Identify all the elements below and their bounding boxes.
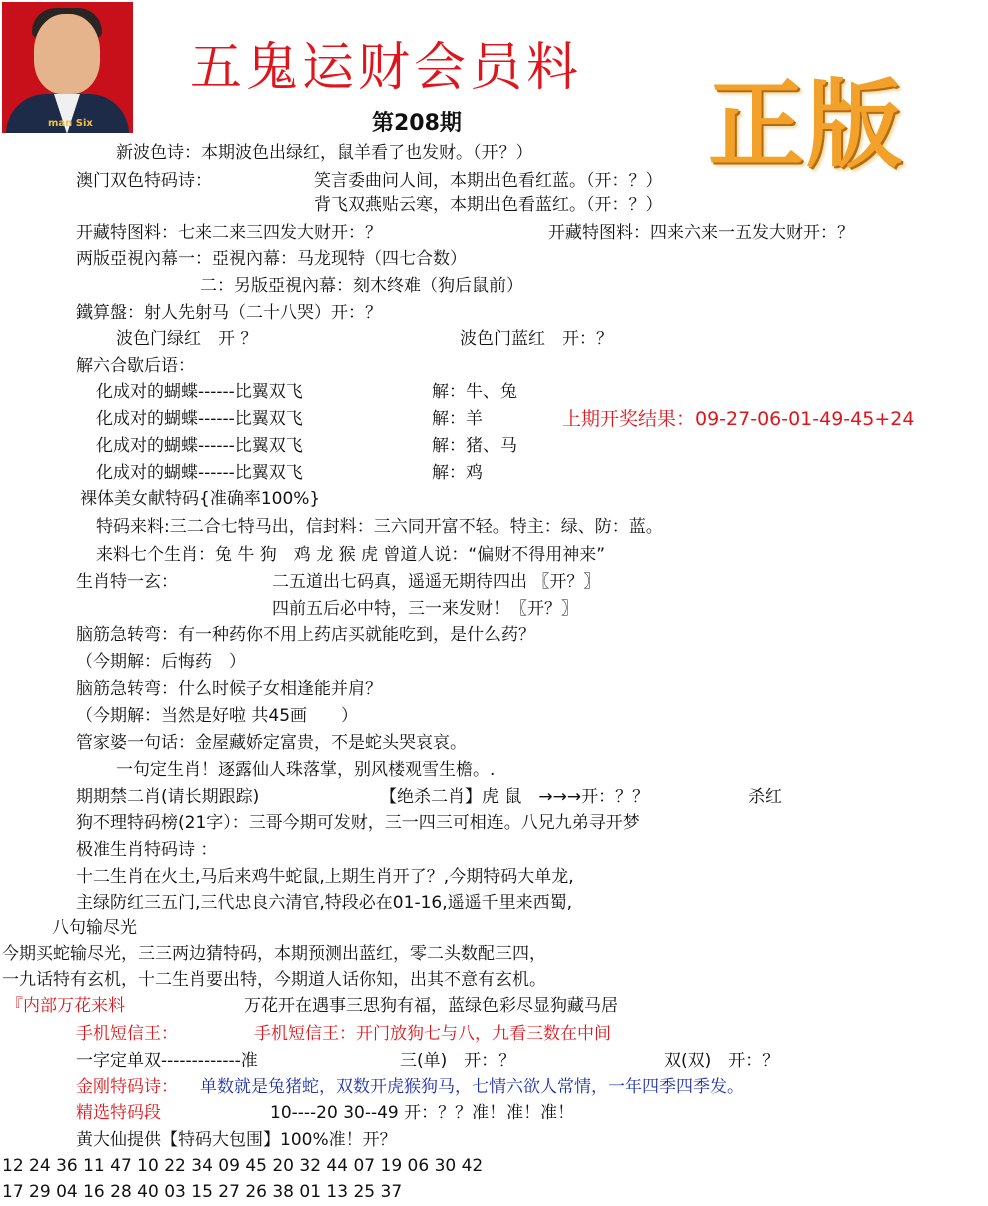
riddle-answer: 解：鸡 <box>432 463 483 483</box>
selected-range-text: 10----20 30--49 开：？？准！准！准！ <box>270 1103 575 1123</box>
kill-red: 杀红 <box>748 787 782 807</box>
riddle-answer: 解：猪、马 <box>432 436 517 456</box>
macau-poem-line2: 背飞双燕贴云寒，本期出色看蓝红。（开：？） <box>314 195 663 215</box>
page-title: 五鬼运财会员料 <box>190 38 583 98</box>
housekeeper-saying: 管家婆一句话：金屋藏娇定富贵，不是蛇头哭哀哀。 <box>76 733 467 753</box>
banned-zodiacs-label: 期期禁二肖(请长期跟踪) <box>76 787 260 807</box>
wave-blue-red: 波色门蓝红 开：？ <box>460 329 613 349</box>
riddle-question: 化成对的蝴蝶------比翼双飞 <box>96 436 303 456</box>
diamond-poem-label: 金刚特码诗： <box>76 1077 178 1097</box>
internal-flower-text: 万花开在遇事三思狗有福，蓝绿色彩尽显狗藏马居 <box>244 996 618 1016</box>
riddle-heading: 解六合歇后语： <box>76 356 195 376</box>
numbers-row-one: 12 24 36 11 47 10 22 34 09 45 20 32 44 07 19 06 30 42 <box>2 1156 484 1176</box>
goubuli-code-list: 狗不理特码榜(21字）：三哥今期可发财，三一四三可相连。八兄九弟寻开梦 <box>76 813 640 833</box>
iron-abacus: 鐵算盤：射人先射马（二十八哭）开：？ <box>76 303 382 323</box>
zodiac-mystery-line1: 二五道出七码真，遥遥无期待四出 〖开？〗 <box>272 572 601 592</box>
selected-range-label: 精选特码段 <box>76 1103 161 1123</box>
zodiac-mystery-line2: 四前五后必中特，三一来发财！〖开？〗 <box>272 599 578 619</box>
diamond-poem-text: 单数就是兔猪蛇，双数开虎猴狗马，七情六欲人常情，一年四季四季发。 <box>200 1077 744 1097</box>
atv-insider-one: 两版亞視內幕一：亞視內幕：马龙现特（四七合数） <box>76 249 467 269</box>
portrait-face <box>34 14 100 94</box>
numbers-row-two: 17 29 04 16 28 40 03 15 27 26 38 01 13 25 37 <box>2 1182 403 1202</box>
authentic-stamp: 正版 <box>708 69 904 181</box>
riddle-question: 化成对的蝴蝶------比翼双飞 <box>96 463 303 483</box>
wave-color-poem: 新波色诗：本期波色出绿红，鼠羊看了也发财。（开？） <box>116 143 533 163</box>
special-code-source: 特码来料:三二合七特马出，信封料：三六同开富不轻。特主：绿、防：蓝。 <box>96 517 663 537</box>
odd-option: 三(单) 开：？ <box>400 1051 516 1071</box>
issue-number: 第208期 <box>372 111 462 136</box>
odd-even-label: 一字定单双-------------准 <box>76 1051 258 1071</box>
brain-teaser-one: 脑筋急转弯：有一种药你不用上药店买就能吃到，是什么药？ <box>76 625 535 645</box>
riddle-answer: 解：牛、兔 <box>432 382 517 402</box>
brain-teaser-one-answer: （今期解：后悔药 ） <box>76 652 246 672</box>
zodiac-poem-heading: 极准生肖特码诗 ： <box>76 840 218 860</box>
atv-insider-two: 二：另版亞視內幕：刻木终难（狗后鼠前） <box>200 276 523 296</box>
internal-flower-label: 『内部万花来料 <box>6 996 125 1016</box>
sms-king-label: 手机短信王： <box>76 1024 178 1044</box>
portrait-image <box>2 2 133 133</box>
beauty-special-code: 裸体美女献特码{准确率100%} <box>80 489 321 509</box>
daxian-package: 黄大仙提供【特码大包围】100%准！开？ <box>76 1130 397 1150</box>
even-option: 双(双) 开：？ <box>664 1051 780 1071</box>
macau-poem-line1: 笑言委曲问人间，本期出色看红蓝。（开：？） <box>314 171 663 191</box>
last-draw-result: 上期开奖结果：09-27-06-01-49-45+24 <box>562 408 915 430</box>
seven-zodiacs: 来料七个生肖：兔 牛 狗 鸡 龙 猴 虎 曾道人说：“偏财不得用神来” <box>96 545 606 565</box>
zodiac-poem-line1: 十二生肖在火土,马后来鸡牛蛇鼠,上期生肖开了？,今期特码大单龙, <box>76 867 574 887</box>
zodiac-mystery-label: 生肖特一玄： <box>76 572 178 592</box>
riddle-answer: 解：羊 <box>432 409 483 429</box>
portrait-logo-text: man Six <box>48 118 93 129</box>
riddle-question: 化成对的蝴蝶------比翼双飞 <box>96 382 303 402</box>
macau-poem-label: 澳门双色特码诗： <box>76 171 212 191</box>
eight-lines-poem1: 今期买蛇输尽光，三三两边猜特码，本期预测出蓝红，零二头数配三四， <box>2 944 546 964</box>
sms-king-text: 手机短信王：开门放狗七与八，九看三数在中间 <box>254 1024 611 1044</box>
brain-teaser-two-answer: （今期解：当然是好啦 共45画 ） <box>76 706 359 726</box>
wave-green-red: 波色门绿红 开 ？ <box>116 329 258 349</box>
riddle-question: 化成对的蝴蝶------比翼双飞 <box>96 409 303 429</box>
kill-two-zodiacs: 【绝杀二肖】虎 鼠 →→→开：？？ <box>380 787 650 807</box>
one-line-zodiac: 一句定生肖！逐露仙人珠落掌，别风楼观雪生檐。. <box>116 760 496 780</box>
hidden-chart-left: 开藏特图料：七来二来三四发大财开：？ <box>76 223 382 243</box>
zodiac-poem-line2: 主绿防红三五门,三代忠良六清官,特段必在01-16,遥遥千里来西蜀, <box>76 893 573 913</box>
hidden-chart-right: 开藏特图料：四来六来一五发大财开：？ <box>548 223 854 243</box>
brain-teaser-two: 脑筋急转弯：什么时候子女相逢能并肩？ <box>76 679 382 699</box>
eight-lines-heading: 八句输尽光 <box>52 918 137 938</box>
eight-lines-poem2: 一九话特有玄机，十二生肖要出特，今期道人话你知，出其不意有玄机。 <box>2 970 546 990</box>
